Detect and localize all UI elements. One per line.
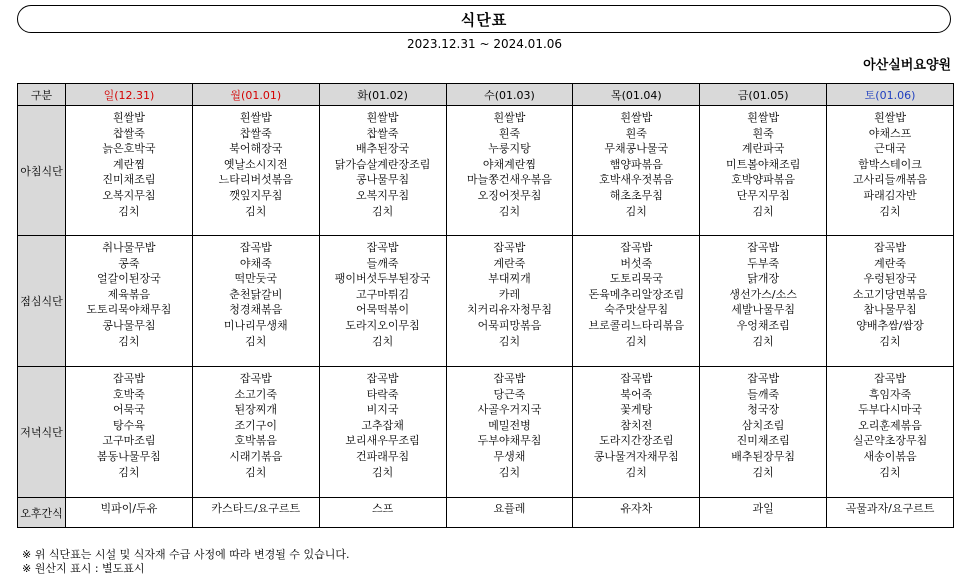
menu-item: 야채스프 — [868, 126, 912, 140]
header-category: 구분 — [18, 84, 66, 106]
menu-item: 버섯죽 — [620, 256, 653, 270]
meal-row-breakfast — [18, 106, 954, 236]
menu-cell — [700, 367, 827, 498]
menu-cell — [192, 367, 319, 498]
facility-name: 아산실버요양원 — [863, 58, 951, 73]
menu-item: 도토리묵야채무침 — [86, 303, 172, 317]
menu-item: 단무지무침 — [736, 188, 790, 202]
menu-item: 배추된장무침 — [731, 449, 796, 463]
menu-item: 고추잡채 — [361, 418, 404, 432]
menu-item: 양배추쌈/쌈장 — [856, 318, 924, 332]
menu-item: 잡곡밥 — [112, 372, 145, 385]
menu-item: 제육볶음 — [107, 287, 151, 301]
menu-item: 김치 — [879, 204, 901, 218]
menu-item: 미트볼야채조림 — [725, 157, 801, 171]
menu-item: 배추된장국 — [356, 142, 410, 156]
menu-item: 진미채조림 — [736, 434, 790, 448]
menu-item: 어묵국 — [112, 403, 145, 417]
menu-item: 잡곡밥 — [366, 372, 399, 385]
menu-item: 김치 — [752, 204, 774, 218]
menu-item: 얼갈이된장국 — [97, 272, 161, 286]
table-header-row — [18, 84, 954, 106]
menu-item: 잡곡밥 — [747, 241, 780, 254]
menu-item: 김치 — [118, 465, 140, 479]
menu-item: 건파래무침 — [356, 449, 410, 463]
menu-cell — [192, 236, 319, 367]
menu-item: 오복지무침 — [102, 188, 156, 202]
menu-item: 들깨죽 — [747, 387, 780, 401]
menu-item: 김치 — [752, 334, 774, 348]
menu-item: 보리새우무조림 — [345, 434, 420, 448]
menu-item: 잡곡밥 — [239, 372, 272, 385]
snack-item: 카스타드/요구르트 — [211, 501, 301, 515]
menu-item: 팽이버섯두부된장국 — [334, 272, 431, 286]
menu-item: 참나물무침 — [863, 303, 917, 317]
menu-item: 부대찌개 — [488, 272, 531, 286]
menu-item: 실곤약초장무침 — [852, 434, 928, 448]
menu-item: 숙주맛살무침 — [604, 303, 669, 317]
menu-item: 계란죽 — [493, 256, 526, 270]
menu-cell — [573, 106, 700, 236]
menu-item: 김치 — [879, 334, 901, 348]
menu-item: 당근죽 — [493, 387, 526, 401]
menu-cell — [446, 236, 573, 367]
menu-item: 청경채볶음 — [229, 303, 283, 317]
menu-cell — [573, 367, 700, 498]
menu-item: 오징어젓무침 — [477, 188, 542, 202]
footnote-change-notice: ※ 위 식단표는 시설 및 식자재 수급 사정에 따라 변경될 수 있습니다. — [22, 548, 350, 561]
menu-cell — [827, 236, 954, 367]
snack-row — [18, 498, 954, 528]
meal-label-lunch: 점심식단 — [18, 236, 66, 367]
menu-item: 김치 — [879, 465, 901, 479]
header-day-sun: 일(12.31) — [66, 84, 193, 106]
menu-item: 잡곡밥 — [620, 241, 653, 254]
menu-item: 호박볶음 — [234, 434, 278, 448]
menu-cell — [700, 236, 827, 367]
menu-item: 김치 — [245, 204, 267, 218]
menu-item: 고구마조림 — [102, 434, 156, 448]
header-day-thu: 목(01.04) — [573, 84, 700, 106]
menu-item: 누룽지탕 — [488, 142, 531, 156]
menu-cell — [66, 236, 193, 367]
menu-item: 오리훈제볶음 — [858, 418, 922, 432]
menu-item: 생선가스/소스 — [729, 287, 797, 301]
menu-item: 잡곡밥 — [366, 241, 399, 254]
menu-cell — [573, 236, 700, 367]
menu-item: 사골우거지국 — [477, 403, 542, 417]
menu-item: 찹쌀죽 — [366, 126, 399, 140]
menu-item: 김치 — [625, 204, 647, 218]
menu-item: 메밀전병 — [488, 418, 531, 432]
menu-item: 북어해장국 — [229, 142, 283, 156]
menu-item: 북어죽 — [620, 387, 653, 401]
menu-item: 어묵떡볶이 — [356, 303, 410, 317]
menu-item: 잡곡밥 — [747, 372, 780, 385]
menu-item: 호박새우젓볶음 — [599, 173, 674, 187]
menu-item: 찹쌀죽 — [112, 126, 145, 140]
menu-item: 야채계란찜 — [482, 157, 537, 171]
menu-item: 흰쌀밥 — [366, 111, 399, 124]
menu-item: 햄양파볶음 — [609, 157, 663, 171]
meal-row-lunch — [18, 236, 954, 367]
menu-item: 잡곡밥 — [493, 241, 526, 254]
menu-item: 두부죽 — [747, 256, 780, 270]
menu-cell — [66, 106, 193, 236]
menu-item: 함박스테이크 — [858, 157, 922, 171]
menu-item: 김치 — [118, 334, 140, 348]
menu-item: 진미채조림 — [102, 173, 156, 187]
menu-item: 도토리묵국 — [609, 272, 663, 286]
menu-item: 무생채 — [493, 449, 526, 463]
menu-item: 옛날소시지전 — [223, 157, 288, 171]
snack-cell — [66, 498, 193, 528]
menu-item: 흰쌀밥 — [874, 111, 906, 124]
header-day-fri: 금(01.05) — [700, 84, 827, 106]
menu-item: 김치 — [245, 465, 267, 479]
date-range: 2023.12.31 ~ 2024.01.06 — [406, 37, 563, 51]
menu-item: 잡곡밥 — [620, 372, 653, 385]
menu-item: 김치 — [498, 334, 521, 348]
menu-item: 흰쌀밥 — [493, 111, 526, 124]
menu-item: 떡만둣국 — [234, 272, 278, 286]
footnote-origin: ※ 원산지 표시 : 별도표시 — [22, 562, 145, 575]
menu-item: 잡곡밥 — [874, 241, 906, 254]
menu-item: 흰쌀밥 — [620, 111, 653, 124]
snack-cell — [319, 498, 446, 528]
menu-item: 새송이볶음 — [863, 449, 917, 463]
menu-item: 김치 — [371, 204, 394, 218]
menu-cell — [446, 106, 573, 236]
menu-item: 타락죽 — [366, 387, 399, 401]
menu-item: 찹쌀죽 — [239, 126, 272, 140]
menu-item: 미나리무생채 — [223, 318, 288, 332]
menu-item: 콩나물무침 — [356, 173, 410, 187]
menu-item: 탕수육 — [112, 418, 145, 432]
menu-item: 삼치조림 — [741, 418, 785, 432]
menu-item: 브로콜리느타리볶음 — [588, 318, 685, 332]
snack-cell — [192, 498, 319, 528]
meal-label-dinner: 저녁식단 — [18, 367, 66, 498]
snack-item: 빅파이/두유 — [100, 501, 158, 515]
footnotes — [22, 548, 349, 576]
menu-cell — [827, 367, 954, 498]
header-day-sat: 토(01.06) — [827, 84, 954, 106]
menu-item: 김치 — [118, 204, 140, 218]
menu-item: 고구마튀김 — [356, 287, 410, 301]
menu-item: 두부다시마국 — [858, 403, 922, 417]
menu-item: 꽃게탕 — [620, 403, 653, 417]
menu-item: 콩나물겨자채무침 — [593, 449, 679, 463]
menu-item: 마늘쫑건새우볶음 — [466, 173, 552, 187]
menu-item: 도라지간장조림 — [599, 434, 674, 448]
menu-item: 김치 — [498, 465, 521, 479]
menu-item: 김치 — [498, 204, 521, 218]
menu-item: 청국장 — [747, 403, 780, 417]
snack-cell — [573, 498, 700, 528]
menu-item: 호박양파볶음 — [731, 173, 796, 187]
menu-item: 돈육메추리알장조림 — [588, 287, 685, 301]
menu-item: 흰죽 — [498, 126, 521, 140]
menu-item: 김치 — [371, 465, 394, 479]
menu-item: 우엉채조림 — [736, 318, 790, 332]
menu-item: 두부야채무침 — [477, 434, 542, 448]
menu-item: 도라지오이무침 — [345, 318, 420, 332]
header-day-tue: 화(01.02) — [319, 84, 446, 106]
menu-item: 세발나물무침 — [731, 303, 796, 317]
menu-item: 콩죽 — [118, 256, 140, 270]
menu-item: 호박죽 — [112, 387, 145, 401]
menu-item: 잡곡밥 — [874, 372, 906, 385]
menu-item: 김치 — [625, 334, 647, 348]
menu-item: 김치 — [245, 334, 267, 348]
menu-item: 김치 — [752, 465, 774, 479]
header-day-wed: 수(01.03) — [446, 84, 573, 106]
menu-item: 어묵피망볶음 — [477, 318, 542, 332]
menu-item: 치커리유자청무침 — [466, 303, 552, 317]
menu-item: 늙은호박국 — [102, 142, 156, 156]
snack-item: 곡물과자/요구르트 — [845, 501, 935, 515]
menu-cell — [192, 106, 319, 236]
menu-item: 잡곡밥 — [493, 372, 526, 385]
snack-item: 요플레 — [493, 501, 526, 515]
menu-item: 닭가슴살계란장조림 — [334, 157, 431, 171]
snack-cell — [700, 498, 827, 528]
menu-item: 무채콩나물국 — [604, 142, 669, 156]
menu-item: 봄동나물무침 — [97, 449, 161, 463]
menu-item: 김치 — [371, 334, 394, 348]
menu-item: 카레 — [498, 287, 521, 301]
snack-item: 스프 — [371, 501, 394, 515]
header-day-mon: 월(01.01) — [192, 84, 319, 106]
snack-item: 유자차 — [620, 501, 653, 515]
page-title: 식단표 — [460, 10, 508, 29]
menu-item: 해초초무침 — [609, 188, 663, 202]
menu-item: 김치 — [625, 465, 647, 479]
menu-item: 흰쌀밥 — [747, 111, 780, 124]
snack-label: 오후간식 — [18, 498, 66, 528]
menu-item: 춘천닭갈비 — [229, 287, 283, 301]
menu-item: 취나물무밥 — [102, 241, 156, 254]
menu-item: 조기구이 — [234, 418, 278, 432]
menu-cell — [700, 106, 827, 236]
menu-cell — [319, 367, 446, 498]
menu-item: 소고기당면볶음 — [852, 287, 928, 301]
menu-item: 들깨죽 — [366, 256, 399, 270]
menu-item: 된장찌개 — [234, 403, 278, 417]
menu-item: 시래기볶음 — [229, 449, 283, 463]
menu-item: 흑임자죽 — [868, 387, 912, 401]
meal-label-breakfast: 아침식단 — [18, 106, 66, 236]
menu-cell — [319, 236, 446, 367]
menu-item: 흰죽 — [752, 126, 774, 140]
snack-item: 과일 — [752, 501, 774, 515]
menu-item: 흰쌀밥 — [239, 111, 272, 124]
menu-item: 야채죽 — [239, 256, 272, 270]
menu-item: 흰죽 — [625, 126, 647, 140]
menu-item: 닭개장 — [747, 272, 780, 286]
menu-item: 계란죽 — [874, 256, 906, 270]
menu-item: 콩나물무침 — [102, 318, 156, 332]
menu-cell — [446, 367, 573, 498]
title-banner — [17, 5, 951, 33]
menu-item: 계란찜 — [112, 157, 145, 171]
menu-item: 근대국 — [874, 142, 906, 156]
menu-item: 깻잎지무침 — [229, 188, 283, 202]
snack-cell — [827, 498, 954, 528]
menu-cell — [827, 106, 954, 236]
menu-cell — [319, 106, 446, 236]
menu-item: 우렁된장국 — [863, 272, 917, 286]
menu-item: 소고기죽 — [234, 387, 278, 401]
menu-item: 계란파국 — [741, 142, 785, 156]
menu-item: 느타리버섯볶음 — [218, 173, 293, 187]
meal-plan-table — [17, 83, 954, 528]
menu-item: 흰쌀밥 — [112, 111, 145, 124]
meal-row-dinner — [18, 367, 954, 498]
menu-cell — [66, 367, 193, 498]
snack-cell — [446, 498, 573, 528]
menu-item: 잡곡밥 — [239, 241, 272, 254]
menu-item: 파래김자반 — [863, 188, 917, 202]
menu-item: 비지국 — [366, 403, 399, 417]
menu-item: 고사리들깨볶음 — [852, 173, 928, 187]
menu-item: 오복지무침 — [356, 188, 410, 202]
menu-item: 참치전 — [620, 418, 653, 432]
